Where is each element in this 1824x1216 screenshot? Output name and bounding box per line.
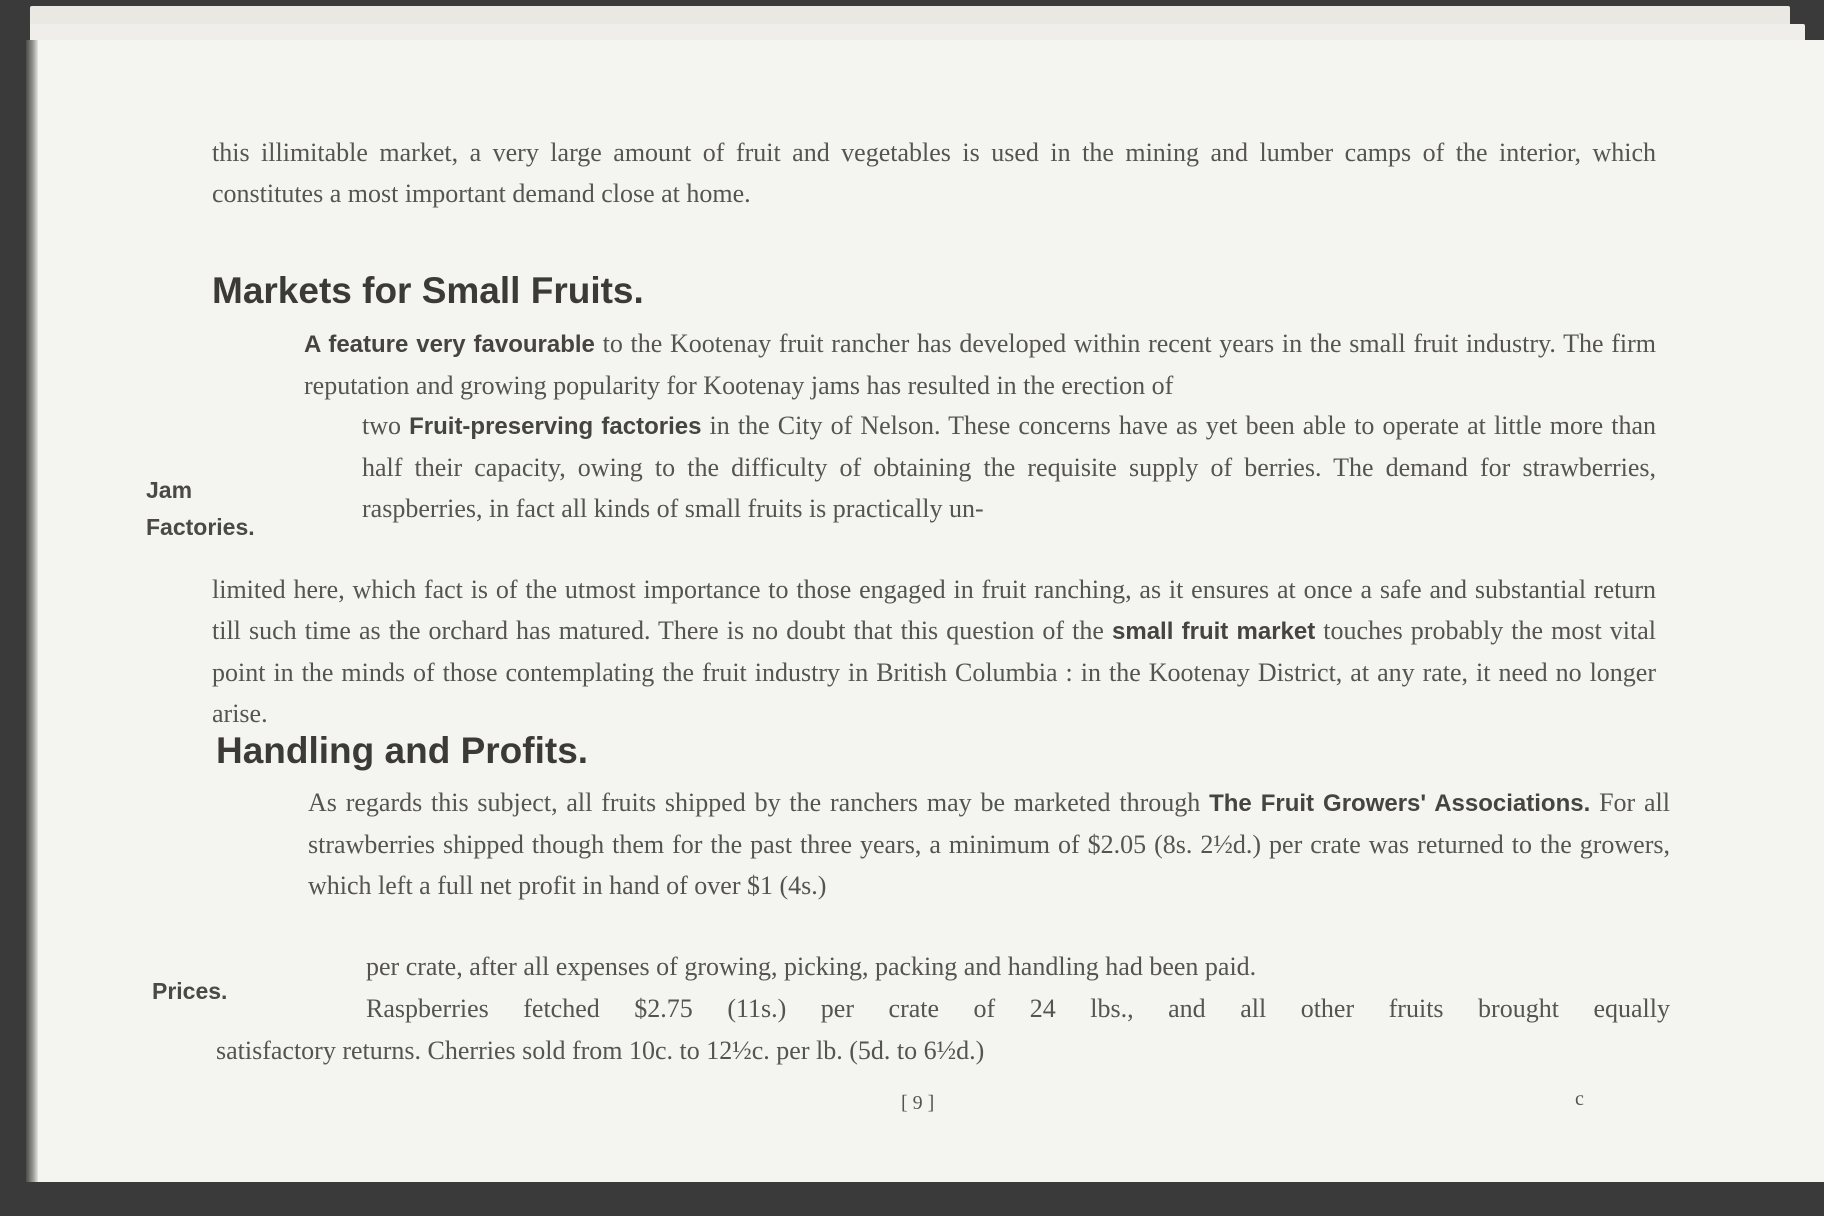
section-heading-handling-profits: Handling and Profits. [216, 730, 589, 771]
bold-preserving-factories: Fruit-preserving factories [409, 413, 702, 440]
intro-text: this illimitable market, a very large amount of fruit and vegetables is used in the mining and lumber camps of the interior, which constitutes a most important demand close at home. [212, 138, 1656, 208]
book-binding [26, 40, 38, 1182]
bold-fruit-growers-associations: The Fruit Growers' Associations. [1209, 790, 1591, 817]
small-fruits-factories [362, 405, 1656, 529]
handling-text-2: For all strawberries shipped though them for the past three years, a minimum of $2.05 (8s. 2½d.) per crate was returned to the growers, which left a full net profit in hand of over $1 (4s.) [308, 788, 1670, 900]
sidenote-jam-factories [146, 472, 255, 546]
sidenote-factories: Factories. [146, 514, 255, 540]
handling-text-5: satisfactory returns. Cherries sold from 10c. to 12½c. per lb. (5d. to 6½d.) [216, 1036, 985, 1065]
sidenote-jam: Jam [146, 477, 193, 503]
intro-paragraph [212, 132, 1656, 214]
small-fruits-text-1: to the Kootenay fruit rancher has developed within recent years in the small fruit industry. The firm reputation and growing popularity for Kootenay jams has resulted in the erection of [304, 329, 1657, 400]
signature-mark: c [1575, 1088, 1584, 1110]
small-fruits-text-5: touches probably the most vital point in the minds of those contemplating the fruit industry in British Columbia : in the Kootenay District, at any rate, it need no longer arise. [212, 616, 1656, 728]
small-fruits-paragraph-c [212, 569, 1656, 734]
page-number: [ 9 ] [901, 1092, 935, 1114]
handling-text-3: per crate, after all expenses of growing, picking, packing and handling had been paid. [366, 952, 1257, 981]
small-fruits-paragraph-b [362, 405, 1656, 529]
small-fruits-text-2: two [362, 411, 410, 440]
handling-paragraph-c [366, 988, 1670, 1029]
section-heading-small-fruits: Markets for Small Fruits. [212, 270, 644, 311]
handling-lead [216, 782, 1670, 906]
handling-text-4: Raspberries fetched $2.75 (11s.) per crate of 24 lbs., and all other fruits brought equally [366, 994, 1670, 1023]
small-fruits-lead [212, 323, 1656, 406]
handling-text-1: As regards this subject, all fruits shipped by the ranchers may be marketed through [308, 788, 1210, 817]
bold-feature-favourable: A feature very favourable [304, 331, 595, 358]
bold-small-fruit-market: small fruit market [1112, 618, 1316, 645]
handling-paragraph-a [216, 782, 1670, 906]
small-fruits-paragraph-a [212, 323, 1656, 406]
handling-paragraph-b [366, 946, 1670, 987]
handling-paragraph-d [216, 1030, 1670, 1071]
sidenote-prices: Prices. [152, 978, 228, 1004]
small-fruits-market [212, 569, 1656, 734]
small-fruits-text-4: limited here, which fact is of the utmost importance to those engaged in fruit ranching, as it ensures at once a safe and substantial return till such time as the orchard has matured. There is no doubt that this question of the [212, 575, 1656, 645]
small-fruits-text-3: in the City of Nelson. These concerns have as yet been able to operate at little more than half their capacity, owing to the difficulty of obtaining the requisite supply of berries. The demand for strawberries, raspberries, in fact all kinds of small fruits is practically un- [362, 411, 1657, 523]
book-page [26, 40, 1824, 1182]
